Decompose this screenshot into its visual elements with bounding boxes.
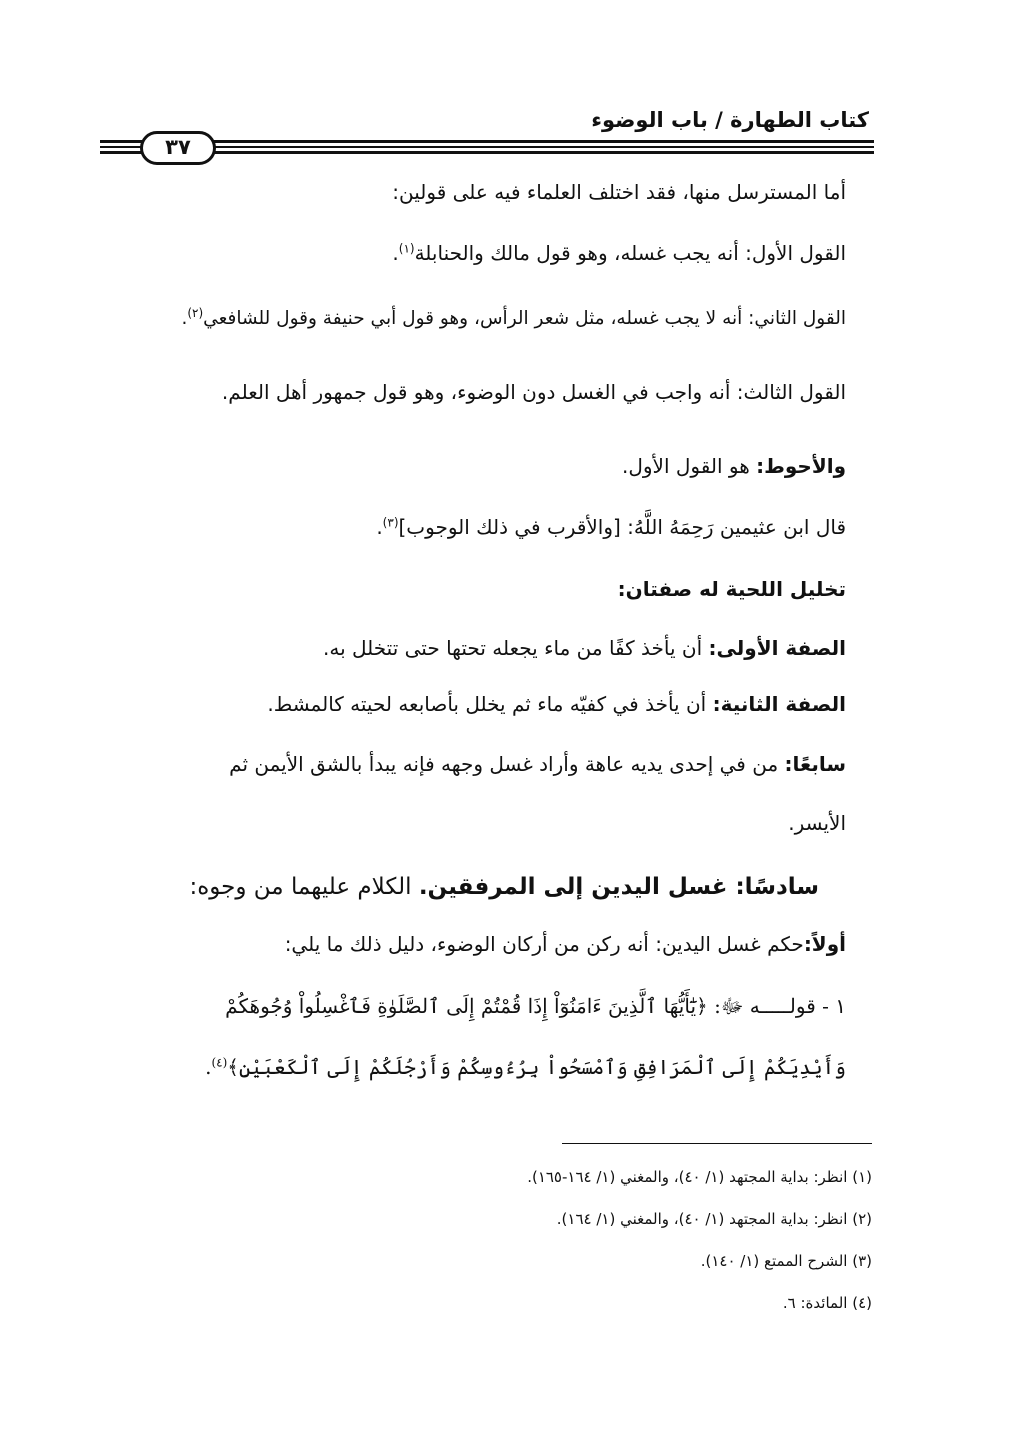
paragraph-9-label: الصفة الثانية: xyxy=(712,692,846,716)
quran-line-1 xyxy=(225,991,846,1021)
footnote-3: (٣) الشرح الممتع (١/ ١٤٠). xyxy=(700,1252,872,1270)
paragraph-10-cont-text: الأيسر. xyxy=(788,811,846,835)
quran-end: . xyxy=(205,1055,212,1079)
paragraph-5 xyxy=(622,451,846,481)
footnote-4: (٤) المائدة: ٦. xyxy=(782,1294,872,1312)
paragraph-5-label: والأحوط: xyxy=(756,454,846,478)
paragraph-10-text: من في إحدى يديه عاهة وأراد غسل وجهه فإنه يبدأ بالشق الأيمن ثم xyxy=(229,752,785,776)
paragraph-10-continued xyxy=(788,808,846,838)
paragraph-1 xyxy=(392,177,846,207)
header-rule xyxy=(100,138,874,162)
footnote-1: (١) انظر: بداية المجتهد (١/ ٤٠)، والمغني (١/ ١٦٤-١٦٥). xyxy=(527,1168,872,1186)
section-heading-text: الكلام عليهما من وجوه: xyxy=(189,874,419,900)
paragraph-9-text: أن يأخذ في كفيّه ماء ثم يخلل بأصابعه لحيته كالمشط. xyxy=(267,692,713,716)
paragraph-4-text: القول الثالث: أنه واجب في الغسل دون الوضوء، وهو قول جمهور أهل العلم. xyxy=(221,380,846,404)
paragraph-3 xyxy=(181,304,846,334)
paragraph-2 xyxy=(392,238,846,268)
paragraph-9 xyxy=(267,689,846,719)
page-number: ٣٧ xyxy=(140,131,216,165)
footnote-2: (٢) انظر: بداية المجتهد (١/ ٤٠)، والمغني (١/ ١٦٤). xyxy=(556,1210,872,1228)
quran-intro: ١ - قولـــــه ﷻ: xyxy=(714,994,846,1018)
footnote-separator xyxy=(562,1143,872,1144)
quran-verse-part-1: ﴿يَٰٓأَيُّهَا ٱلَّذِينَ ءَامَنُوٓاْ إِذَا قُمْتُمْ إِلَى ٱلصَّلَوٰةِ فَٱغْسِلُواْ وُجُوهَكُمْ xyxy=(225,994,708,1018)
paragraph-11-label: أولاً: xyxy=(803,932,846,956)
subheading-beard xyxy=(618,574,846,604)
paragraph-5-text: هو القول الأول. xyxy=(622,454,757,478)
footnote-ref[interactable]: (٣) xyxy=(382,515,399,530)
paragraph-1-text: أما المسترسل منها، فقد اختلف العلماء فيه على قولين: xyxy=(392,180,846,204)
footnote-ref[interactable]: (٤) xyxy=(211,1055,228,1070)
paragraph-6-end: . xyxy=(376,515,383,539)
paragraph-11 xyxy=(285,929,846,959)
footnote-ref[interactable]: (١) xyxy=(398,241,415,256)
paragraph-8-label: الصفة الأولى: xyxy=(708,636,846,660)
paragraph-8-text: أن يأخذ كفًا من ماء يجعله تحتها حتى تتخلل به. xyxy=(323,636,709,660)
paragraph-10-label: سابعًا: xyxy=(784,752,846,776)
paragraph-10 xyxy=(229,749,846,779)
paragraph-3-end: . xyxy=(181,308,188,329)
header-rule-line xyxy=(100,146,874,148)
quran-verse-part-2: وَأَيْدِيَكُمْ إِلَى ٱلْمَرَافِقِ وَٱمْسَحُواْ بِرُءُوسِكُمْ وَأَرْجُلَكُمْ إِلَى ٱلْكَعْبَيْنِ﴾ xyxy=(227,1055,846,1079)
header-rule-line xyxy=(100,140,874,143)
header-rule-line xyxy=(100,151,874,154)
section-heading-label: سادسًا: غسل اليدين إلى المرفقين. xyxy=(418,874,819,900)
paragraph-4 xyxy=(222,377,846,407)
paragraph-2-end: . xyxy=(392,241,399,265)
paragraph-8 xyxy=(323,633,846,663)
paragraph-11-text: حكم غسل اليدين: أنه ركن من أركان الوضوء، دليل ذلك ما يلي: xyxy=(284,932,804,956)
paragraph-3-text: القول الثاني: أنه لا يجب غسله، مثل شعر الرأس، وهو قول أبي حنيفة وقول للشافعي xyxy=(203,308,846,329)
footnote-ref[interactable]: (٢) xyxy=(187,305,204,320)
paragraph-6 xyxy=(376,512,846,542)
subheading-beard-text: تخليل اللحية له صفتان: xyxy=(617,577,846,601)
section-heading xyxy=(189,870,819,904)
running-title: كتاب الطهارة / باب الوضوء xyxy=(591,108,869,132)
paragraph-2-text: القول الأول: أنه يجب غسله، وهو قول مالك والحنابلة xyxy=(414,241,846,265)
paragraph-6-text: قال ابن عثيمين رَحِمَهُ اللَّهُ: [والأقرب في ذلك الوجوب] xyxy=(398,515,846,539)
quran-line-2 xyxy=(205,1052,846,1082)
